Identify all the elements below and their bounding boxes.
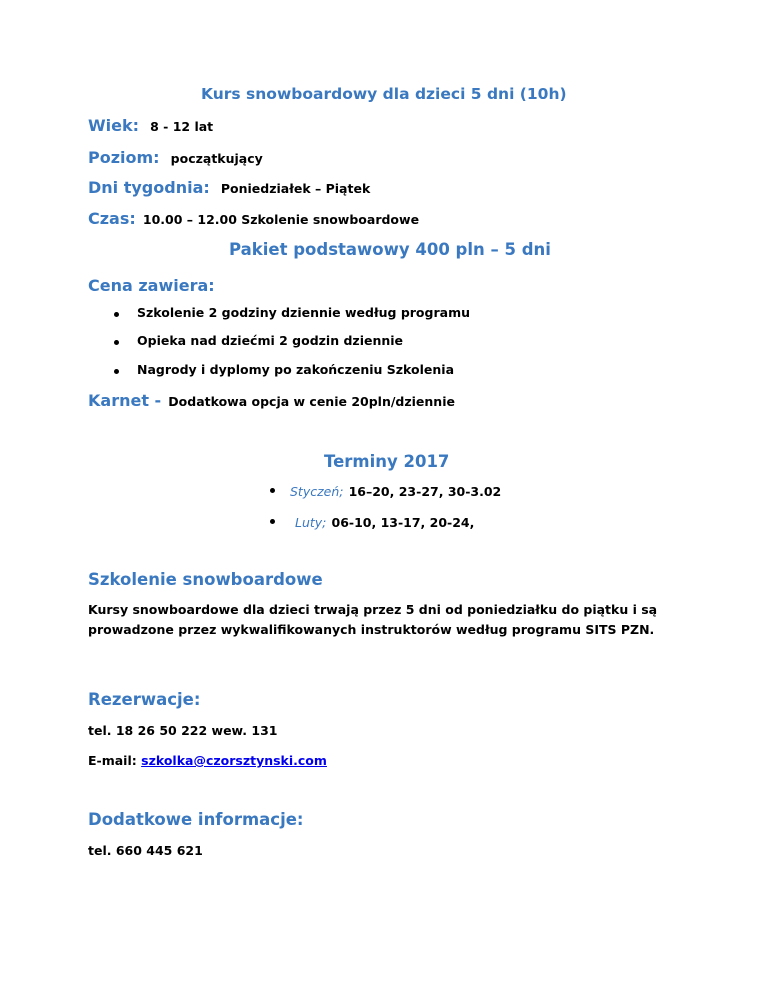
level-row	[88, 148, 263, 167]
karnet-row	[88, 391, 455, 410]
time-label: Czas:	[88, 209, 136, 228]
time-row	[88, 209, 419, 228]
terms-title: Terminy 2017	[324, 452, 450, 471]
days-label: Dni tygodnia:	[88, 178, 210, 197]
reservation-email-row	[88, 753, 327, 768]
term-month: Luty;	[295, 515, 327, 530]
document-title: Kurs snowboardowy dla dzieci 5 dni (10h)	[201, 85, 567, 103]
list-item: Nagrody i dyplomy po zakończeniu Szkolenia	[137, 362, 455, 377]
email-link[interactable]: szkolka@czorsztynski.com	[141, 753, 327, 768]
term-month: Styczeń;	[290, 484, 344, 499]
karnet-value: Dodatkowa opcja w cenie 20pln/dziennie	[168, 394, 455, 409]
age-row	[88, 116, 213, 135]
list-item: Szkolenie 2 godziny dziennie według programu	[137, 305, 470, 320]
term-dates: 16–20, 23-27, 30-3.02	[348, 484, 502, 499]
days-row	[88, 178, 370, 197]
days-value: Poniedziałek – Piątek	[220, 181, 371, 196]
training-paragraph: Kursy snowboardowe dla dzieci trwają przez 5 dni od poniedziałku do piątku i są prowadzone przez wykwalifikowanych instruktorów według programu SITS PZN.	[88, 602, 658, 637]
level-value: początkujący	[170, 151, 263, 166]
email-label: E-mail:	[88, 753, 137, 768]
reservation-phone: tel. 18 26 50 222 wew. 131	[88, 723, 278, 738]
term-dates: 06-10, 13-17, 20-24,	[331, 515, 475, 530]
price-label: Cena zawiera:	[88, 276, 215, 295]
reservation-title: Rezerwacje:	[88, 690, 201, 709]
extra-title: Dodatkowe informacje:	[88, 810, 304, 829]
bullet-icon	[114, 369, 119, 374]
age-label: Wiek:	[88, 116, 140, 135]
karnet-label: Karnet -	[88, 391, 162, 410]
package-title: Pakiet podstawowy 400 pln – 5 dni	[229, 240, 551, 259]
bullet-icon	[270, 488, 275, 493]
age-value: 8 - 12 lat	[150, 119, 214, 134]
list-item: Opieka nad dziećmi 2 godzin dziennie	[137, 333, 404, 348]
level-label: Poziom:	[88, 148, 160, 167]
list-item	[290, 481, 501, 500]
list-item	[295, 512, 474, 531]
extra-phone: tel. 660 445 621	[88, 843, 203, 858]
training-title: Szkolenie snowboardowe	[88, 570, 323, 589]
time-value: 10.00 – 12.00 Szkolenie snowboardowe	[142, 212, 420, 227]
bullet-icon	[114, 312, 119, 317]
bullet-icon	[114, 340, 119, 345]
bullet-icon	[270, 519, 275, 524]
